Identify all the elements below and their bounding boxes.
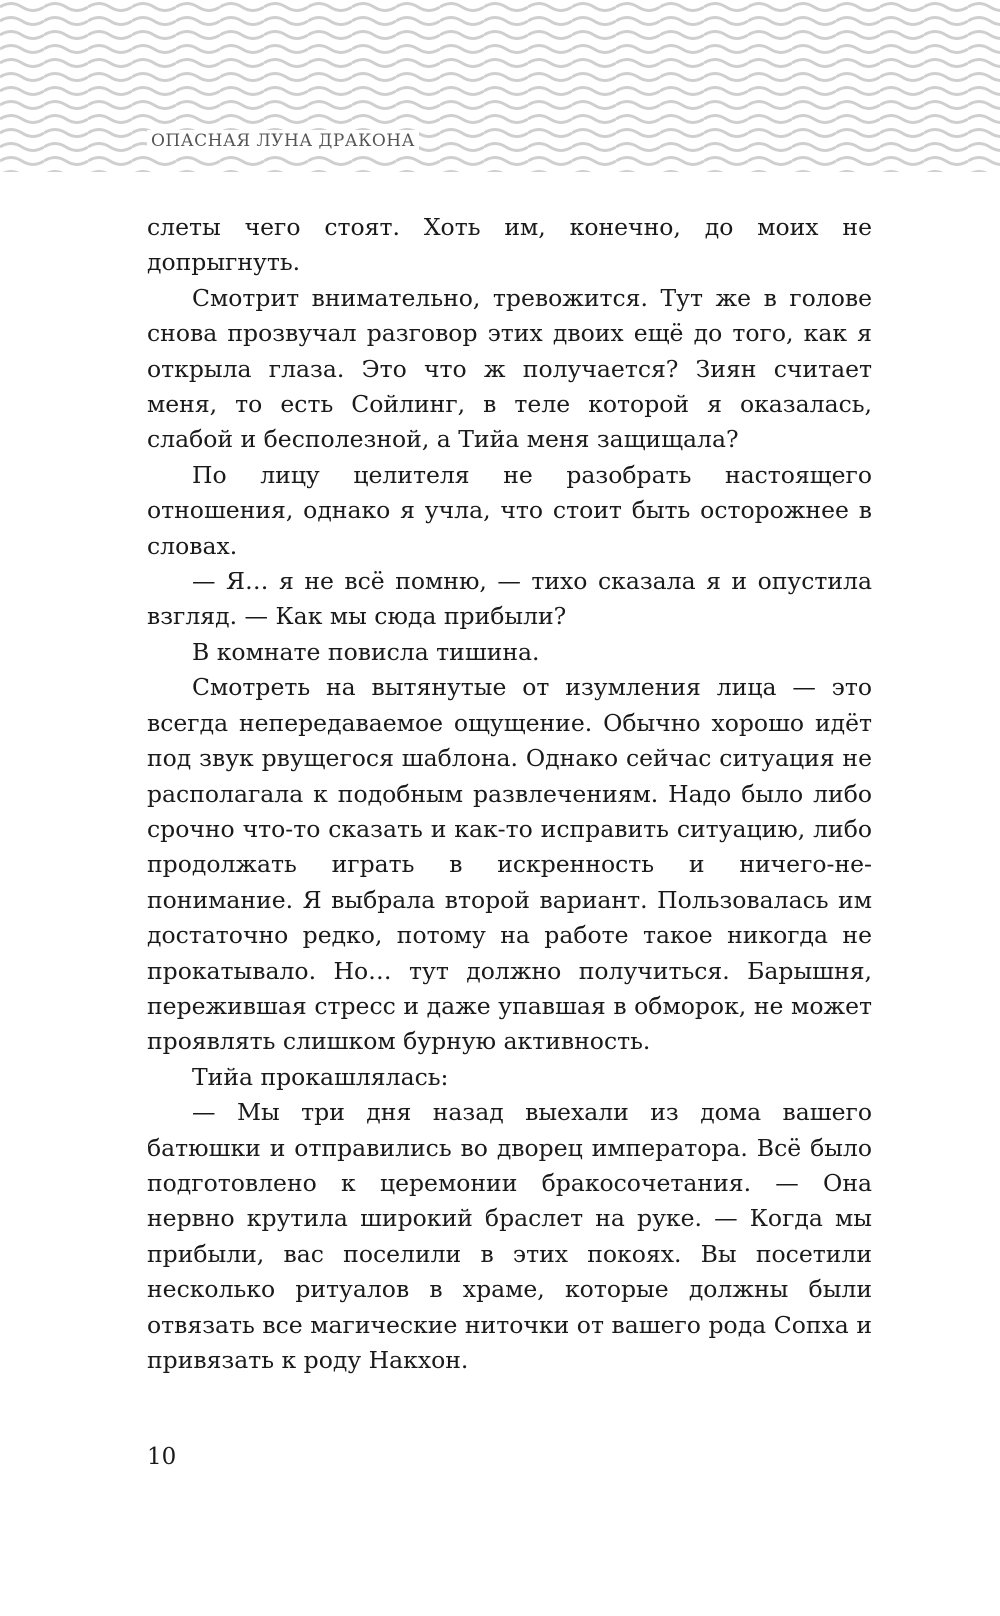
page-number: 10: [147, 1444, 177, 1470]
paragraph: Тийа прокашлялась:: [192, 1062, 449, 1091]
running-title: ОПАСНАЯ ЛУНА ДРАКОНА: [147, 130, 419, 152]
paragraph: В комнате повисла тишина.: [192, 637, 540, 666]
paragraph: — Мы три дня назад выехали из дома вашего батюшки и отправились во дворец императора. Всё было подготовлено к церемонии бракосочетания. — Она нервно крутила широкий браслет на руке. — Когда мы прибыли, вас поселили в этих покоях. Вы посетили несколько ритуалов в храме, которые должны были отвязать все магические ниточки от вашего рода Сопха и привязать к роду Накхон.: [147, 1098, 872, 1374]
paragraph: По лицу целителя не разобрать настоящего отношения, однако я учла, что стоит быть осторожнее в словах.: [147, 460, 872, 560]
body-text: [147, 210, 872, 1378]
paragraph: Смотрит внимательно, тревожится. Тут же в голове снова прозвучал разговор этих двоих ещё до того, как я открыла глаза. Это что ж получается? Зиян считает меня, то есть Сойлинг, в теле которой я оказалась, слабой и бесполезной, а Тийа меня защищала?: [147, 283, 872, 454]
paragraph: Смотреть на вытянутые от изумления лица — это всегда непередаваемое ощущение. Обычно хорошо идёт под звук рвущегося шаблона. Однако сейчас ситуация не располагала к подобным развлечениям. Надо было либо срочно что-то сказать и как-то исправить ситуацию, либо продолжать играть в искренность и ничего-не-понимание. Я выбрала второй вариант. Пользовалась им достаточно редко, потому на работе такое никогда не прокатывало. Но… тут должно получиться. Барышня, пережившая стресс и даже упавшая в обморок, не может проявлять слишком бурную активность.: [147, 673, 872, 1056]
paragraph: слеты чего стоят. Хоть им, конечно, до моих не допрыгнуть.: [147, 213, 872, 277]
paragraph: — Я… я не всё помню, — тихо сказала я и опустила взгляд. — Как мы сюда прибыли?: [147, 567, 872, 631]
